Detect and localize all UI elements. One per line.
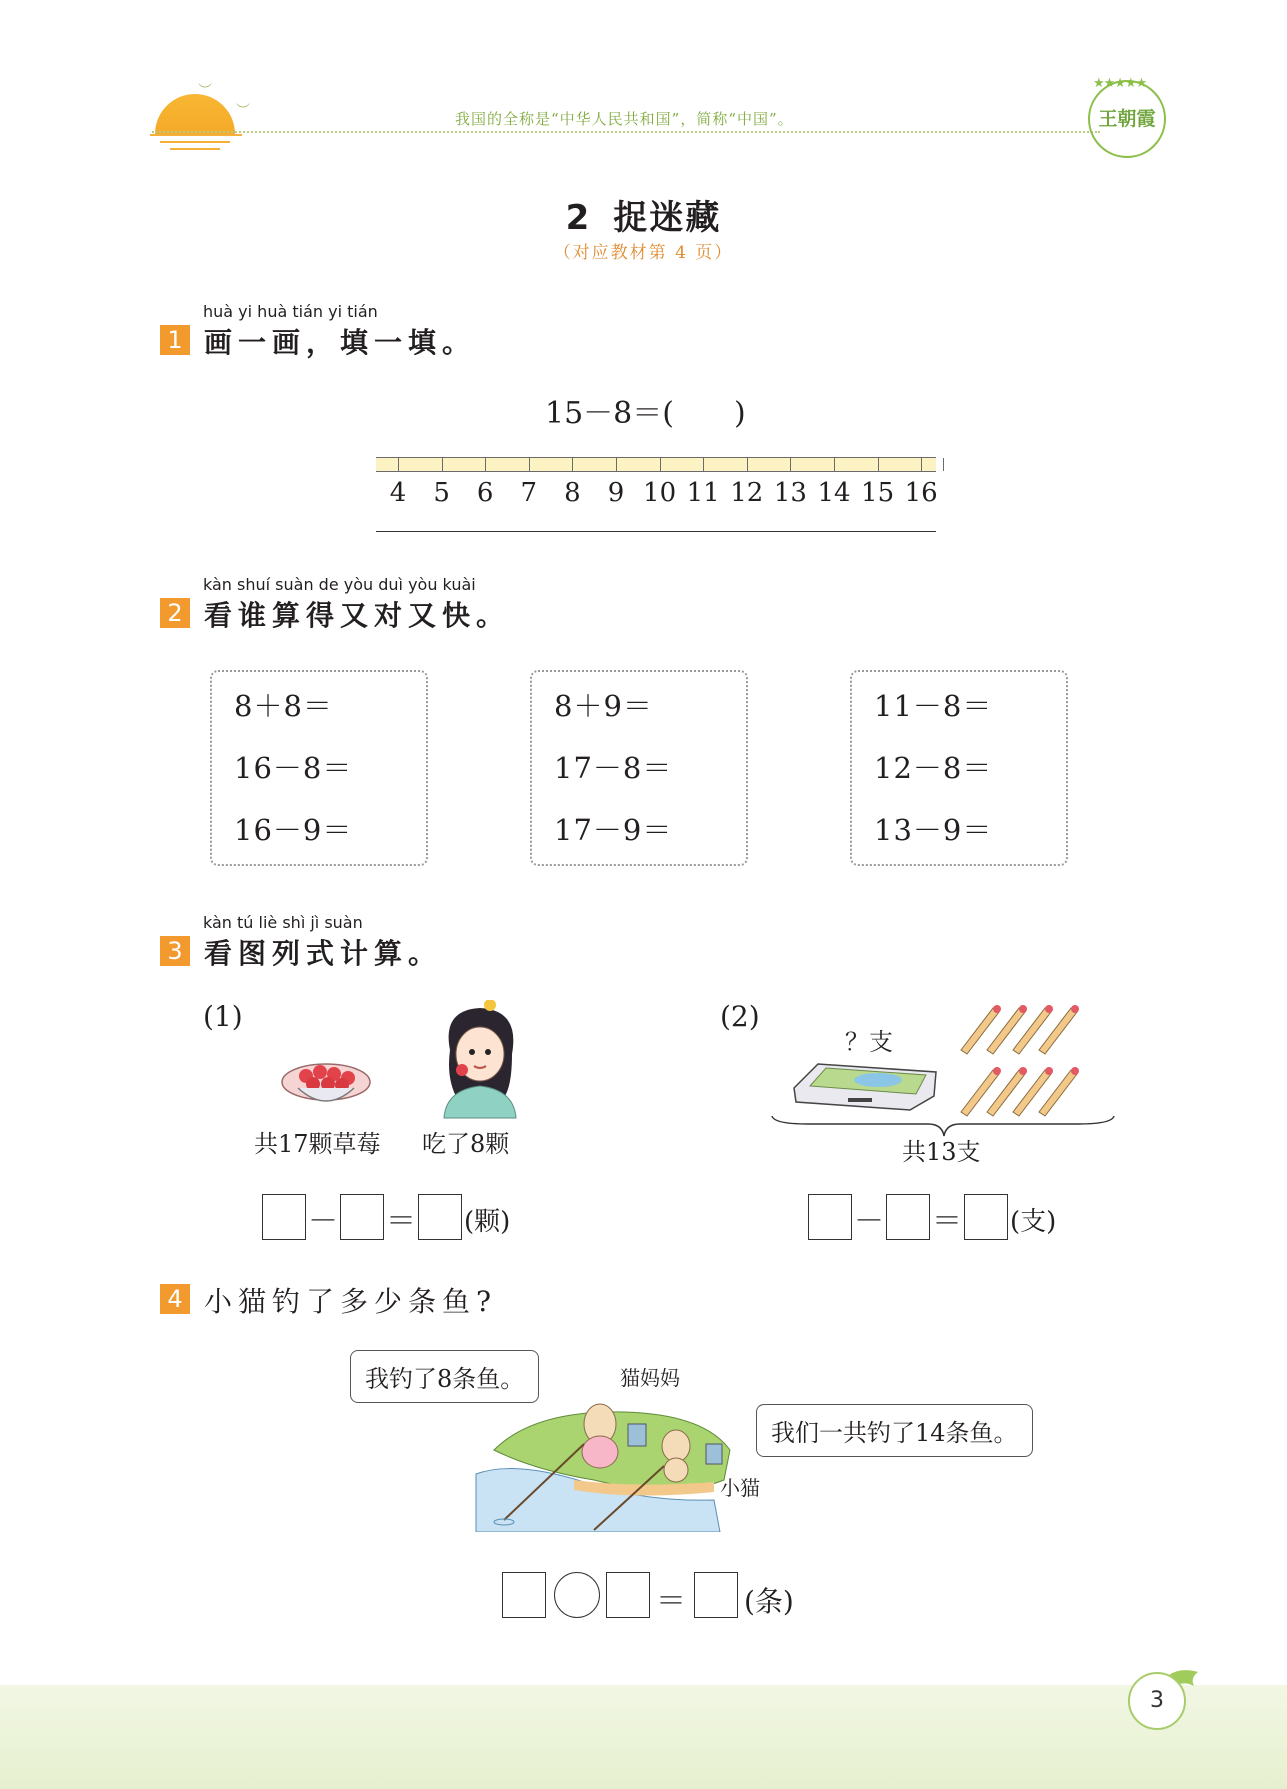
equals-sign: ＝ <box>656 1584 686 1619</box>
calc-box <box>850 670 1068 866</box>
unit-label: (颗) <box>464 1207 511 1237</box>
number-line-label: 4 <box>389 478 407 508</box>
pencils-image <box>955 1000 1095 1120</box>
calc-item[interactable]: 8＋8＝ <box>234 689 333 723</box>
question-pencils: ？支 <box>845 1028 893 1056</box>
q1-badge: 1 <box>160 325 190 355</box>
page-subtitle: （对应教材第 4 页） <box>553 243 734 263</box>
q4-badge: 4 <box>160 1284 190 1314</box>
brand-logo: 王朝霞 <box>1088 80 1166 158</box>
q1-pinyin: huà yi huà tián yi tián <box>203 302 378 321</box>
number-line-tick <box>485 458 486 471</box>
q3-pinyin: kàn tú liè shì jì suàn <box>203 913 363 932</box>
number-line-label: 9 <box>607 478 625 508</box>
unit-label: (条) <box>744 1585 794 1618</box>
kitten-label: 小猫 <box>720 1476 760 1500</box>
number-line-label: 7 <box>520 478 538 508</box>
sun-reflection <box>150 134 242 155</box>
calc-item[interactable]: 17－8＝ <box>554 751 673 785</box>
answer-box[interactable] <box>606 1572 650 1618</box>
q3-badge: 3 <box>160 936 190 966</box>
number-line-tick <box>790 458 791 471</box>
q1-text: 画一画，填一填。 <box>204 326 477 359</box>
number-line-label: 13 <box>773 478 807 508</box>
number-line-label: 14 <box>817 478 851 508</box>
calc-item[interactable]: 16－8＝ <box>234 751 353 785</box>
minus-sign: － <box>854 1204 884 1239</box>
answer-box[interactable] <box>502 1572 546 1618</box>
number-line-label: 16 <box>904 478 938 508</box>
number-line-tick <box>616 458 617 471</box>
sun-decoration <box>155 94 235 134</box>
caption-eaten: 吃了8颗 <box>422 1130 510 1158</box>
number-line-label: 11 <box>686 478 720 508</box>
number-line-tick <box>703 458 704 471</box>
number-line-label: 6 <box>476 478 494 508</box>
header-divider <box>152 131 1100 133</box>
answer-box[interactable] <box>694 1572 738 1618</box>
calc-item[interactable]: 12－8＝ <box>874 751 993 785</box>
caption-total-pencils: 共13支 <box>902 1138 981 1166</box>
number-line-label: 15 <box>861 478 895 508</box>
caption-total-strawberries: 共17颗草莓 <box>254 1130 381 1158</box>
page-title <box>0 190 1287 239</box>
header-motto: 我国的全称是“中华人民共和国”，简称“中国”。 <box>455 110 794 128</box>
calc-box <box>210 670 428 866</box>
q4-text: 小猫钓了多少条鱼? <box>204 1285 498 1318</box>
number-line <box>376 457 938 508</box>
number-line-tick <box>529 458 530 471</box>
unit-label: (支) <box>1010 1207 1057 1237</box>
calc-item[interactable]: 13－9＝ <box>874 813 993 847</box>
lesson-number: 2 <box>565 198 592 238</box>
number-line-label: 8 <box>564 478 581 508</box>
equals-sign: ＝ <box>932 1204 962 1239</box>
stars-icon: ★★★★★ <box>1093 76 1147 91</box>
answer-box[interactable] <box>808 1194 852 1240</box>
number-line-tick <box>442 458 443 471</box>
calc-item[interactable]: 16－9＝ <box>234 813 353 847</box>
answer-box[interactable] <box>418 1194 462 1240</box>
cats-fishing-image <box>474 1370 736 1532</box>
number-line-tick <box>834 458 835 471</box>
q3-part1-label: (1) <box>203 1000 243 1033</box>
number-line-label: 5 <box>433 478 450 508</box>
equals-sign: ＝ <box>386 1204 416 1239</box>
q2-pinyin: kàn shuí suàn de yòu duì yòu kuài <box>203 575 476 594</box>
calc-item[interactable]: 17－9＝ <box>554 813 673 847</box>
number-line-tick <box>572 458 573 471</box>
page-number: 3 <box>1128 1672 1186 1730</box>
calc-item[interactable]: 11－8＝ <box>874 689 993 723</box>
footer-background <box>0 1685 1287 1789</box>
bird-icon: ︶ <box>198 83 212 99</box>
q2-text: 看谁算得又对又快。 <box>204 599 511 632</box>
q2-badge: 2 <box>160 598 190 628</box>
answer-box[interactable] <box>886 1194 930 1240</box>
number-line-tick <box>878 458 879 471</box>
answer-box[interactable] <box>340 1194 384 1240</box>
operator-circle[interactable] <box>554 1572 600 1618</box>
number-line-tick <box>660 458 661 471</box>
strawberry-bowl-image <box>278 1054 374 1114</box>
number-line-label: 12 <box>730 478 764 508</box>
calc-item[interactable]: 8＋9＝ <box>554 689 653 723</box>
number-line-tick <box>398 458 399 471</box>
answer-line[interactable] <box>376 531 936 532</box>
lesson-title: 捉迷藏 <box>613 198 722 238</box>
mother-cat-label: 猫妈妈 <box>620 1366 680 1390</box>
speech-bubble-kitten: 我们一共钓了14条鱼。 <box>756 1404 1033 1457</box>
minus-sign: － <box>308 1204 338 1239</box>
number-line-tick <box>747 458 748 471</box>
speech-bubble-mother: 我钓了8条鱼。 <box>350 1350 539 1403</box>
q3-part2-label: (2) <box>720 1000 760 1033</box>
calc-box <box>530 670 748 866</box>
number-line-tick <box>943 458 944 471</box>
answer-box[interactable] <box>262 1194 306 1240</box>
number-line-label: 10 <box>643 478 677 508</box>
answer-box[interactable] <box>964 1194 1008 1240</box>
pencil-case-image <box>788 1058 940 1114</box>
q3-text: 看图列式计算。 <box>204 937 443 970</box>
q1-equation: 15－8＝( ) <box>545 396 746 431</box>
number-line-tick <box>921 458 922 471</box>
bird-icon: ︶ <box>236 103 250 119</box>
girl-eating-image <box>432 1000 528 1120</box>
